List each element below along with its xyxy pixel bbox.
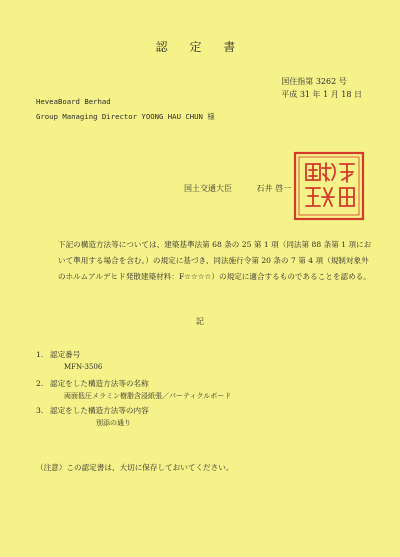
item-label: 認定番号 [50, 350, 81, 359]
item-value: 別添の通り [96, 419, 131, 427]
issuer-title: 国土交通大臣 [184, 184, 232, 193]
document-title: 認 定 書 [155, 40, 245, 54]
recipient-block [36, 94, 215, 124]
reference-number: 国住指第 3262 号 [281, 77, 347, 86]
issuer-name: 石井 啓一 [256, 184, 292, 193]
issue-date: 平成 31 年 1 月 18 日 [281, 90, 362, 99]
list-item-3 [36, 405, 149, 429]
note-text: （注意）この認定書は、大切に保存しておいてください。 [36, 463, 234, 472]
recipient-company: HeveaBoard Berhad [36, 97, 111, 106]
item-number: 2. [36, 379, 44, 388]
list-item-2 [36, 378, 231, 402]
issuer-line [184, 183, 313, 194]
item-label: 認定をした構造方法等の名称 [50, 379, 149, 388]
item-value: MFN-3506 [64, 363, 103, 371]
certification-body: 下記の構造方法等については、建築基準法第 68 条の 25 第 1 項（同法第 88 条第 1 項において準用する場合を含む。）の規定に基づき、同法施行令第 20 条の 7 第 4 項（規制対象外のホルムアルデヒド発散建築材料：F☆☆☆☆）の規定に適合するものであることを認める。 [58, 240, 372, 281]
item-label: 認定をした構造方法等の内容 [50, 406, 149, 415]
list-item-1 [36, 349, 102, 373]
reference-block [281, 75, 362, 101]
item-number: 1. [36, 350, 44, 359]
item-number: 3. [36, 406, 44, 415]
item-value: 両面低圧メラミン樹脂含浸紙張／パーティクルボード [64, 392, 232, 400]
ki-heading: 記 [196, 317, 204, 326]
recipient-person: Group Managing Director YOONG HAU CHUN 様 [36, 112, 215, 121]
